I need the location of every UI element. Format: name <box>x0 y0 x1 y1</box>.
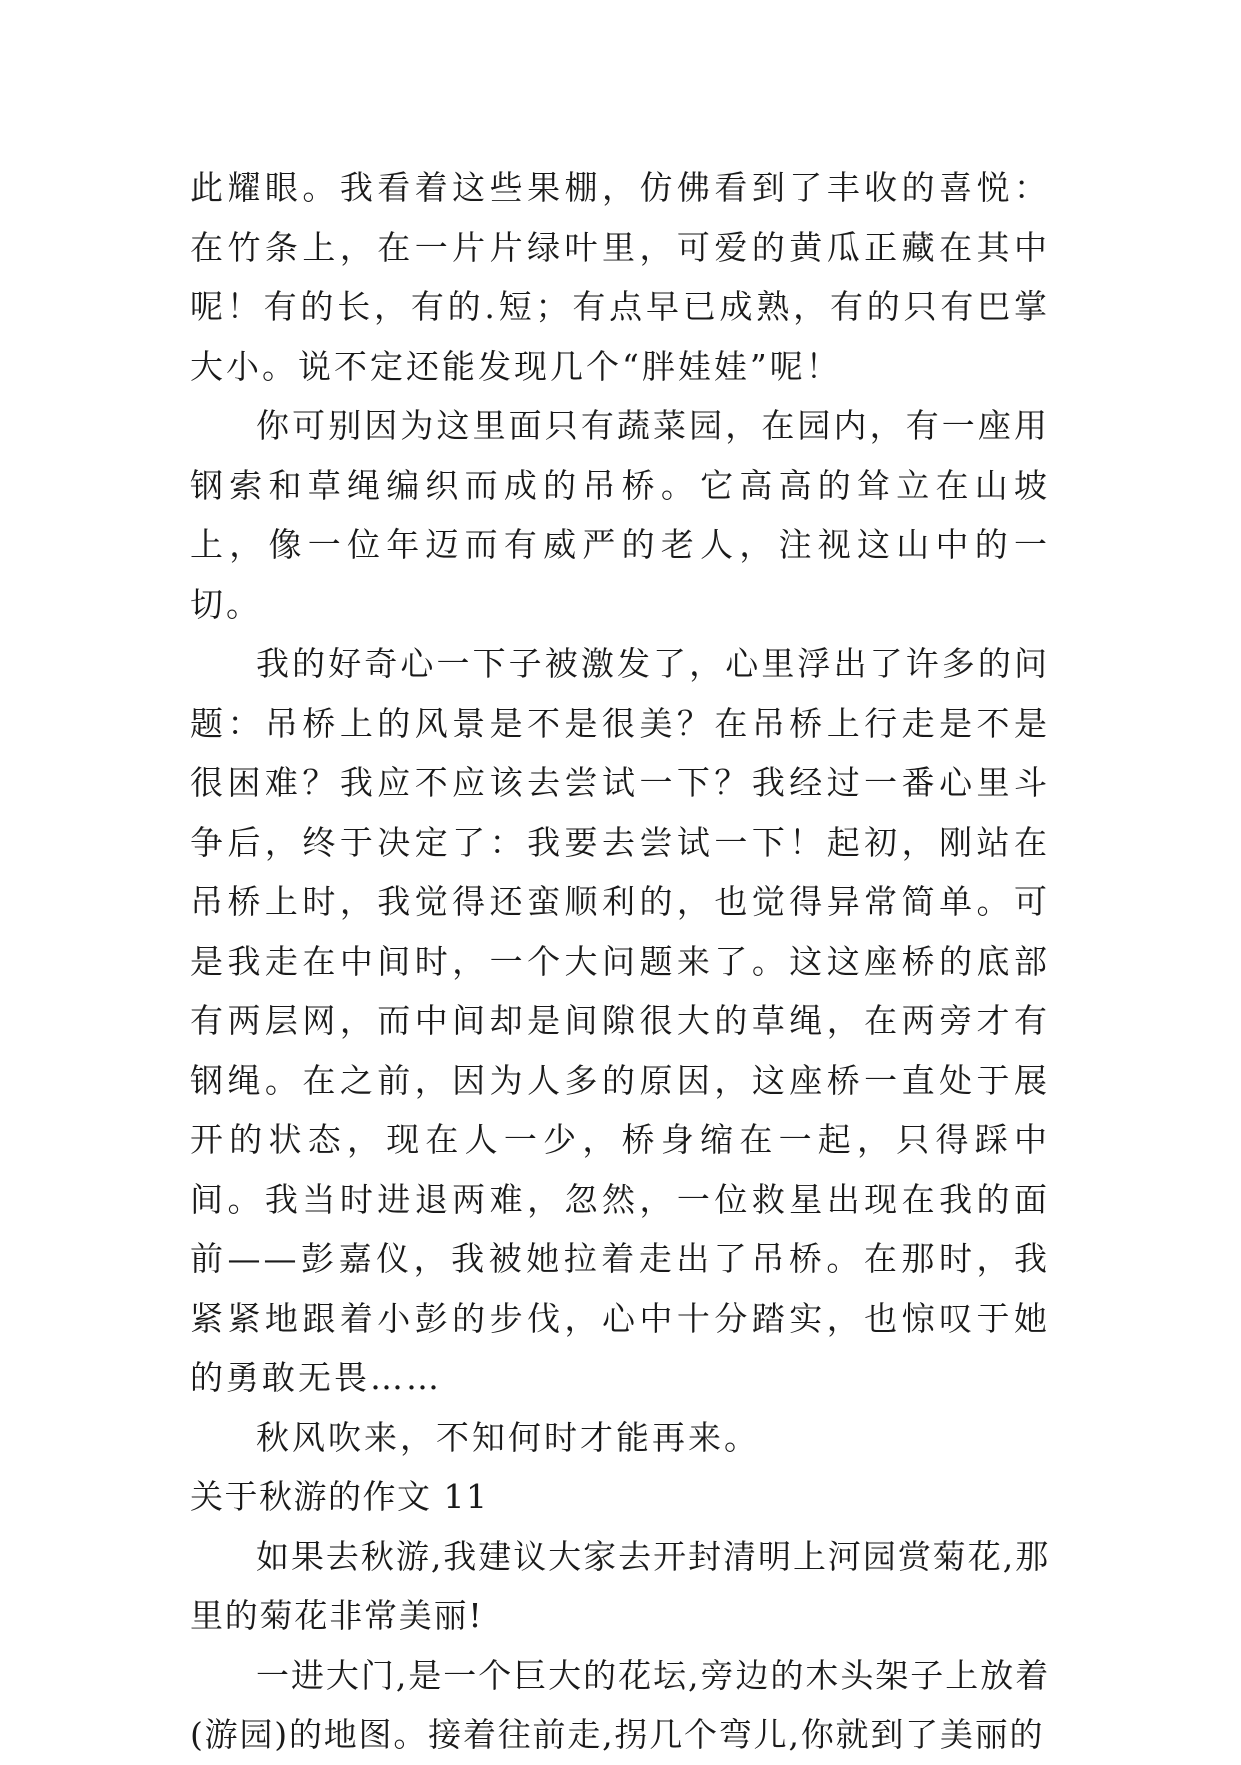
paragraph-1: 此耀眼。我看着这些果棚，仿佛看到了丰收的喜悦：在竹条上，在一片片绿叶里，可爱的黄瓜正藏在其中呢！有的长，有的.短；有点早已成熟，有的只有巴掌大小。说不定还能发现几个“胖娃娃”呢！ <box>190 168 1050 386</box>
paragraph-3: 我的好奇心一下子被激发了，心里浮出了许多的问题：吊桥上的风景是不是很美？在吊桥上行走是不是很困难？我应不应该去尝试一下？我经过一番心里斗争后，终于决定了：我要去尝试一下！起初，刚站在吊桥上时，我觉得还蛮顺利的，也觉得异常简单。可是我走在中间时，一个大问题来了。这这座桥的底部有两层网，而中间却是间隙很大的草绳，在两旁才有钢绳。在之前，因为人多的原因，这座桥一直处于展开的状态，现在人一少，桥身缩在一起，只得踩中间。我当时进退两难，忽然，一位救星出现在我的面前——彭嘉仪，我被她拉着走出了吊桥。在那时，我紧紧地跟着小彭的步伐，心中十分踏实，也惊叹于她的勇敢无畏…… <box>190 644 1050 1397</box>
paragraph-4: 秋风吹来，不知何时才能再来。 <box>256 1417 760 1457</box>
paragraph-2: 你可别因为这里面只有蔬菜园，在园内，有一座用钢索和草绳编织而成的吊桥。它高高的耸立在山坡上，像一位年迈而有威严的老人，注视这山中的一切。 <box>190 406 1050 624</box>
paragraph-5: 如果去秋游,我建议大家去开封清明上河园赏菊花,那里的菊花非常美丽! <box>190 1536 1050 1635</box>
paragraph-6: 一进大门,是一个巨大的花坛,旁边的木头架子上放着(游园)的地图。接着往前走,拐几个弯儿,你就到了美丽的 <box>190 1655 1050 1754</box>
document-body <box>190 158 1050 1765</box>
section-heading: 关于秋游的作文 11 <box>190 1477 489 1516</box>
